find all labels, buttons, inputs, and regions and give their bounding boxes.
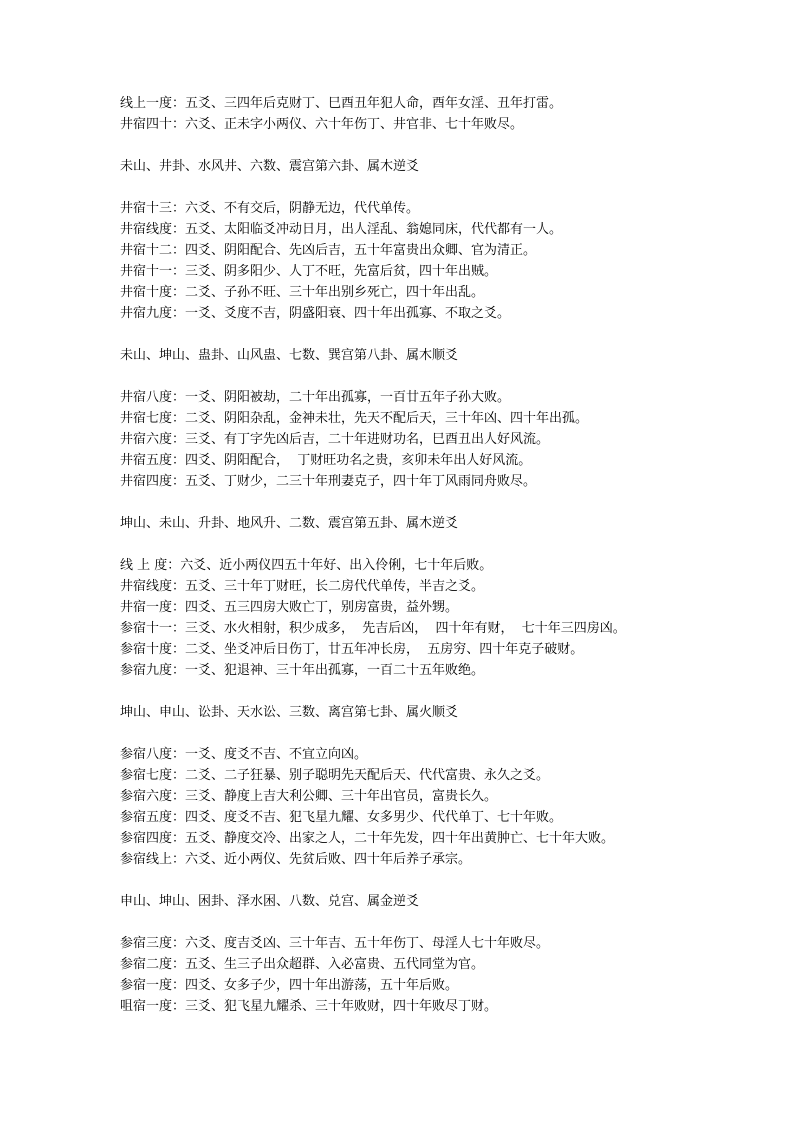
text-line: 井宿四十：六爻、正未字小两仪、六十年伤丁、井官非、七十年败尽。 — [120, 117, 524, 132]
text-line: 参宿二度：五爻、生三子出众超群、入必富贵、五代同堂为官。 — [120, 957, 485, 972]
section-heading: 未山、井卦、水风井、六数、震宫第六卦、属木逆爻 — [120, 159, 420, 174]
text-line: 井宿八度：一爻、阴阳被劫，二十年出孤寡，一百廿五年子孙大败。 — [120, 390, 511, 405]
document-body — [120, 93, 770, 1017]
text-line: 井宿一度：四爻、五三四房大败亡丁，别房富贵，益外甥。 — [120, 600, 459, 615]
text-line: 参宿四度：五爻、静度交冷、出家之人，二十年先发，四十年出黄肿亡、七十年大败。 — [120, 831, 615, 846]
text-line: 参宿十一：三爻、水火相射，积少成多， 先吉后凶， 四十年有财， 七十年三四房凶。 — [120, 621, 626, 636]
section-heading: 坤山、未山、升卦、地风升、二数、震宫第五卦、属木逆爻 — [120, 516, 459, 531]
text-line: 线 上 度：六爻、近小两仪四五十年好、出入伶俐，七十年后败。 — [120, 558, 493, 573]
text-line: 参宿九度：一爻、犯退神、三十年出孤寡，一百二十五年败绝。 — [120, 663, 485, 678]
text-line: 参宿一度：四爻、女多子少，四十年出游荡，五十年后败。 — [120, 978, 459, 993]
text-line: 井宿四度：五爻、丁财少，二三十年刑妻克子，四十年丁风雨同舟败尽。 — [120, 474, 537, 489]
text-line: 井宿九度：一爻、爻度不吉，阴盛阳衰、四十年出孤寡、不取之爻。 — [120, 306, 511, 321]
section-heading: 未山、坤山、蛊卦、山风蛊、七数、巽宫第八卦、属木顺爻 — [120, 348, 459, 363]
text-line: 井宿线度：五爻、三十年丁财旺，长二房代代单传，半吉之爻。 — [120, 579, 485, 594]
text-line: 咀宿一度：三爻、犯飞星九耀杀、三十年败财，四十年败尽丁财。 — [120, 999, 498, 1014]
text-line: 井宿十三：六爻、不有交后，阴静无边，代代单传。 — [120, 201, 420, 216]
section-heading: 坤山、申山、讼卦、天水讼、三数、离宫第七卦、属火顺爻 — [120, 705, 459, 720]
text-line: 参宿十度：二爻、坐爻冲后日伤丁，廿五年冲长房， 五房穷、四十年克子破财。 — [120, 642, 584, 657]
text-line: 井宿十一：三爻、阴多阳少、人丁不旺，先富后贫，四十年出贼。 — [120, 264, 498, 279]
text-line: 井宿十二：四爻、阴阳配合、先凶后吉，五十年富贵出众卿、官为清正。 — [120, 243, 537, 258]
text-line: 参宿七度：二爻、二子狂暴、别子聪明先天配后天、代代富贵、永久之爻。 — [120, 768, 550, 783]
text-line: 井宿五度：四爻、阴阳配合， 丁财旺功名之贵，亥卯未年出人好风流。 — [120, 453, 532, 468]
text-line: 参宿线上：六爻、近小两仪、先贫后败、四十年后养子承宗。 — [120, 852, 472, 867]
text-line: 参宿三度：六爻、度吉爻凶、三十年吉、五十年伤丁、母淫人七十年败尽。 — [120, 936, 550, 951]
text-line: 井宿线度：五爻、太阳临爻冲动日月，出人淫乱、翁媳同床，代代都有一人。 — [120, 222, 563, 237]
text-line: 参宿八度：一爻、度爻不吉、不宜立向凶。 — [120, 747, 368, 762]
text-line: 参宿六度：三爻、静度上吉大利公卿、三十年出官员，富贵长久。 — [120, 789, 498, 804]
text-line: 线上一度：五爻、三四年后克财丁、巳酉丑年犯人命，酉年女淫、丑年打雷。 — [120, 96, 563, 111]
text-line: 井宿十度：二爻、子孙不旺、三十年出别乡死亡，四十年出乱。 — [120, 285, 485, 300]
text-line: 参宿五度：四爻、度爻不吉、犯飞星九耀、女多男少、代代单丁、七十年败。 — [120, 810, 563, 825]
text-line: 井宿七度：二爻、阴阳杂乱，金神未壮，先天不配后天，三十年凶、四十年出孤。 — [120, 411, 589, 426]
section-heading: 申山、坤山、困卦、泽水困、八数、兑宫、属金逆爻 — [120, 894, 420, 909]
text-line: 井宿六度：三爻、有丁字先凶后吉，二十年进财功名，巳酉丑出人好风流。 — [120, 432, 550, 447]
